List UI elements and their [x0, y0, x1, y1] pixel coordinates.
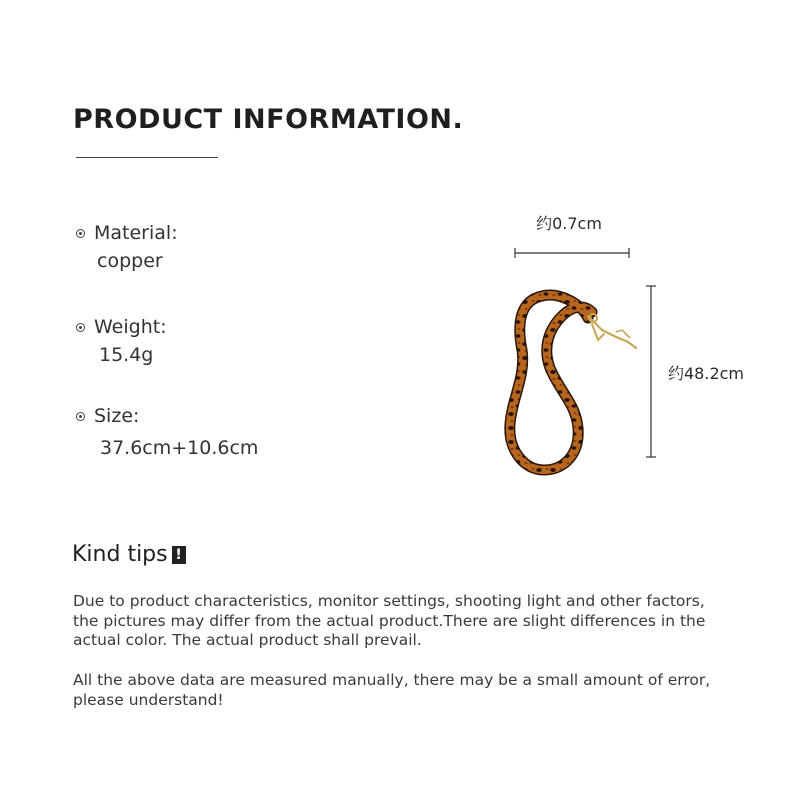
kind-tips-heading: [72, 542, 186, 567]
spec-material: [76, 222, 178, 272]
length-dimension-line: [646, 286, 656, 457]
bullet-icon: [76, 229, 85, 238]
title-underline: [76, 157, 218, 158]
clasp: [588, 314, 636, 348]
width-dimension-line: [515, 248, 629, 258]
spec-label: Material:: [94, 222, 178, 244]
spec-weight: [76, 316, 167, 366]
bullet-icon: [76, 412, 85, 421]
kind-tips-title: Kind tips: [72, 542, 168, 567]
page-title: PRODUCT INFORMATION.: [73, 104, 464, 135]
spec-value: copper: [97, 250, 163, 272]
exclamation-icon: !: [172, 546, 186, 564]
spec-label: Weight:: [94, 316, 167, 338]
product-dimension-figure: [480, 200, 770, 490]
kind-tips-paragraph-1: Due to product characteristics, monitor settings, shooting light and other factors, the pictures may differ from the actual product.There are slight differences in the actual color. The actual product shall prevail.: [73, 592, 706, 649]
bullet-icon: [76, 323, 85, 332]
spec-size: [76, 405, 258, 459]
length-dimension-label: 约48.2cm: [668, 364, 745, 383]
spec-value: 15.4g: [99, 344, 154, 366]
width-dimension-label: 约0.7cm: [536, 214, 602, 233]
spec-value: 37.6cm+10.6cm: [100, 437, 259, 459]
kind-tips-paragraph-2: All the above data are measured manually, there may be a small amount of error, please understand!: [73, 671, 711, 709]
spec-label: Size:: [94, 405, 140, 427]
necklace-strap: [510, 295, 592, 470]
